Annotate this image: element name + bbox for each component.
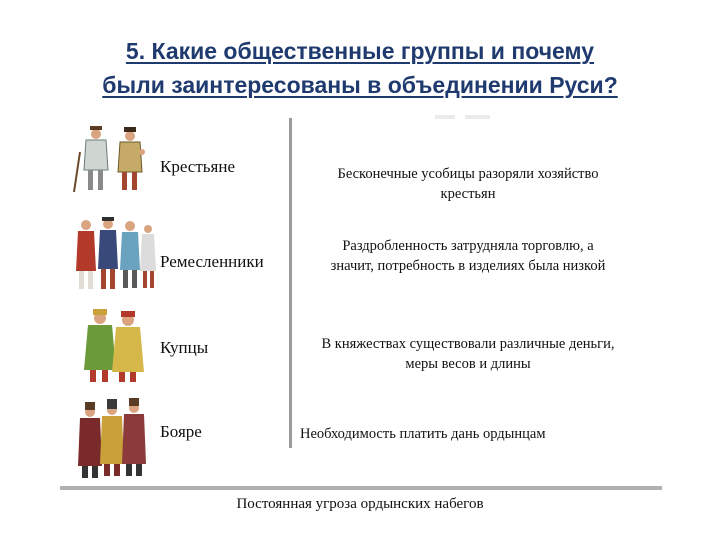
- group-label-boyars: Бояре: [160, 422, 202, 441]
- group-label-peasants: Крестьяне: [160, 157, 235, 176]
- reason-line: Необходимость платить дань ордынцам: [300, 426, 546, 442]
- reason-artisans: [300, 236, 636, 276]
- boyars-illustration: [68, 398, 158, 473]
- reason-peasants: [300, 164, 636, 204]
- reason-line: крестьян: [440, 186, 496, 202]
- reason-line: Раздробленность затрудняла торговлю, а: [342, 238, 594, 254]
- group-label-artisans: Ремесленники: [160, 252, 264, 271]
- reason-merchants: [300, 334, 636, 374]
- reason-line: Бесконечные усобицы разоряли хозяйство: [337, 166, 599, 182]
- title-line-1: 5. Какие общественные группы и почему: [125, 38, 595, 64]
- reason-line: В княжествах существовали различные деньги,: [321, 336, 615, 352]
- horizontal-divider: [60, 486, 662, 490]
- artisans-illustration: [68, 215, 158, 290]
- merchants-illustration: [68, 306, 158, 381]
- reason-line: значит, потребность в изделиях была низкой: [330, 258, 606, 274]
- footer-caption: Постоянная угроза ордынских набегов: [236, 496, 484, 512]
- peasant-figure-2: [118, 127, 145, 190]
- reason-line: меры весов и длины: [405, 356, 531, 372]
- reason-boyars: [300, 424, 600, 444]
- slide-title: [0, 34, 720, 102]
- peasants-illustration: [68, 122, 158, 197]
- title-line-2: были заинтересованы в объединении Руси?: [102, 72, 618, 98]
- faint-mark: [435, 108, 495, 116]
- vertical-divider: [289, 118, 292, 448]
- group-label-merchants: Купцы: [160, 338, 209, 357]
- peasant-figure-1: [74, 126, 108, 192]
